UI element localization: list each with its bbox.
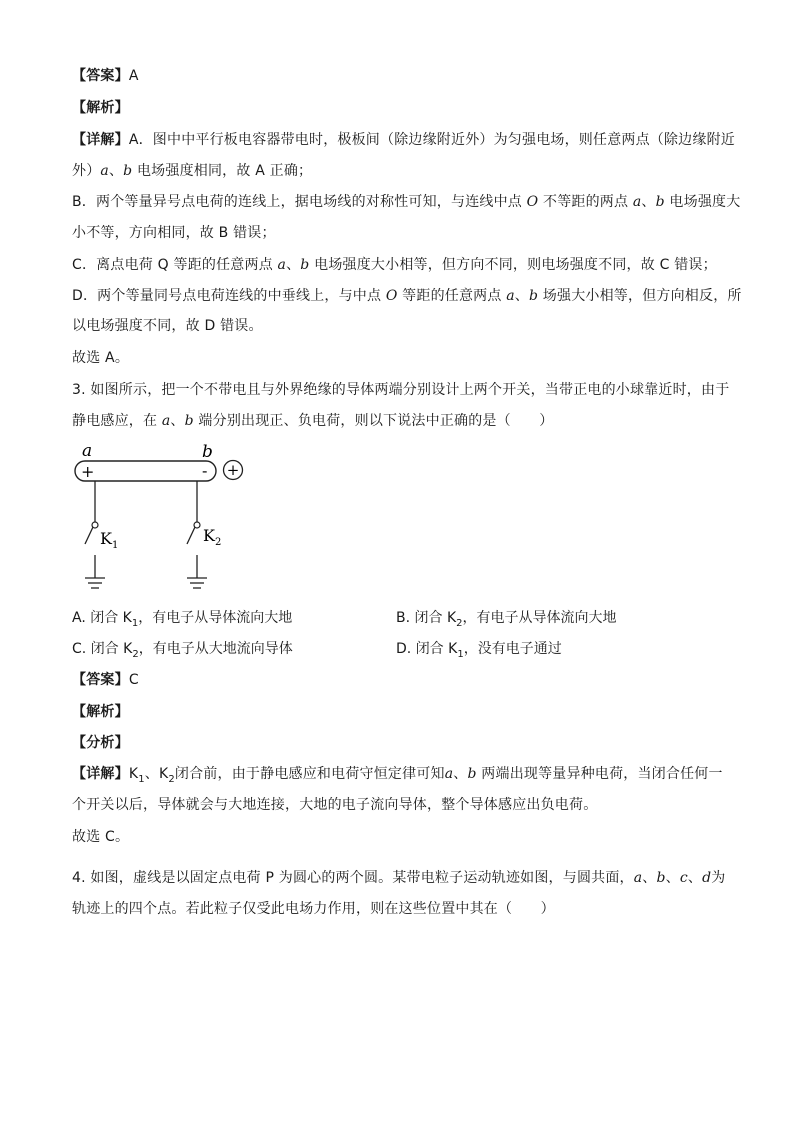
detail-label: 【详解】 (72, 766, 129, 782)
switch-k2-label: $K_2$ (203, 526, 222, 548)
var-a: a (633, 870, 643, 886)
q3-choose (72, 827, 129, 847)
option-d (396, 639, 562, 665)
stem-text: 轨迹上的四个点。若此粒子仅受此电场力作用，则在这些位置中其在（ ） (72, 901, 555, 917)
detail-text: D．两个等量同号点电荷连线的中垂线上，与中点 (72, 288, 386, 304)
q3-stem-line-1 (72, 380, 729, 400)
option-text: ，没有电子通过 (463, 641, 562, 657)
separator: 、 (665, 870, 680, 886)
separator: 、 (108, 163, 124, 179)
stem-text: 4. 如图，虚线是以固定点电荷 P 为圆心的两个圆。某带电粒子运动轨迹如图，与圆共面， (72, 870, 634, 886)
detail-text: C．离点电荷 Q 等距的任意两点 (72, 257, 278, 273)
fenxi-label: 【分析】 (72, 735, 129, 751)
separator: 、 (286, 257, 301, 273)
option-subscript: 2 (456, 617, 463, 629)
plus-charge-sign: + (81, 462, 95, 481)
subscript: 1 (138, 773, 145, 785)
analysis-label: 【解析】 (72, 100, 129, 116)
stem-text: 静电感应，在 (72, 413, 162, 429)
detail-text: 个开关以后，导体就会与大地连接，大地的电子流向导体，整个导体感应出负电荷。 (72, 797, 598, 813)
var-a: a (632, 194, 642, 210)
option-a (72, 608, 292, 634)
minus-charge-sign: - (202, 461, 208, 480)
var-o: O (526, 194, 539, 210)
detail-text: 、K (144, 766, 169, 782)
option-label: A. (72, 610, 86, 626)
label-a: a (82, 441, 93, 461)
detail-text: 小不等，方向相同，故 B 错误； (72, 225, 276, 241)
answer-value: A (128, 68, 139, 84)
detail-text: 等距的任意两点 (397, 288, 507, 304)
option-subscript: 1 (457, 648, 464, 660)
detail-text: 不等距的两点 (538, 194, 633, 210)
stem-text: 为 (711, 870, 726, 886)
option-text: 闭合 K (90, 610, 132, 626)
q3-detail-line-1 (72, 764, 723, 790)
var-c: c (679, 870, 688, 886)
detail-text: 电场强度大小相等，但方向不同，则电场强度不同，故 C 错误； (309, 257, 717, 273)
var-b: b (655, 194, 665, 210)
answer-label: 【答案】 (72, 672, 129, 688)
q2-option-c-line (72, 255, 717, 275)
option-text: 闭合 K (415, 641, 458, 657)
separator: 、 (642, 870, 657, 886)
var-a: a (506, 288, 515, 304)
option-subscript: 2 (132, 648, 139, 660)
conductor-circuit-figure (70, 440, 260, 600)
option-text: ，有电子从导体流向大地 (138, 610, 293, 626)
option-c (72, 639, 293, 665)
q2-answer-line (72, 66, 139, 86)
separator: 、 (514, 288, 529, 304)
q2-option-b-line-2 (72, 223, 276, 243)
var-a: a (100, 163, 109, 179)
choose-text: 故选 C。 (72, 829, 130, 845)
detail-text: K (128, 766, 139, 782)
separator: 、 (687, 870, 703, 886)
separator: 、 (453, 766, 468, 782)
var-a: a (161, 413, 171, 429)
answer-value: C (128, 672, 139, 688)
q3-stem-line-2 (72, 411, 553, 431)
charged-ball-sign: + (226, 461, 240, 479)
option-subscript: 1 (131, 617, 139, 629)
var-b: b (656, 870, 666, 886)
q2-option-b-line-1 (72, 192, 740, 212)
var-a: a (444, 766, 454, 782)
detail-text: 场强大小相等，但方向相反，所 (538, 288, 742, 304)
q4-stem-line-1 (72, 868, 726, 888)
var-b: b (123, 163, 133, 179)
option-label: D. (396, 641, 412, 657)
var-b: b (528, 288, 539, 304)
q3-answer-line (72, 670, 139, 690)
detail-label: 【详解】 (72, 132, 129, 148)
q2-option-d-line-1 (72, 286, 742, 306)
q4-stem-line-2 (72, 899, 555, 919)
var-b: b (184, 413, 194, 429)
q2-option-d-line-2 (72, 316, 263, 336)
detail-text: 以电场强度不同，故 D 错误。 (72, 318, 263, 334)
q2-detail-line-1 (72, 130, 735, 150)
stem-text: 端分别出现正、负电荷，则以下说法中正确的是（ ） (193, 413, 554, 429)
switch-k1-blade (85, 527, 93, 544)
subscript: 2 (168, 773, 175, 785)
switch-k1-label: $K_1$ (100, 529, 119, 551)
detail-text: 闭合前，由于静电感应和电荷守恒定律可知 (174, 766, 445, 782)
var-b: b (467, 766, 477, 782)
option-text: 闭合 K (414, 610, 457, 626)
separator: 、 (170, 413, 185, 429)
q3-fenxi-heading (72, 733, 129, 753)
answer-label: 【答案】 (72, 68, 129, 84)
detail-text: A．图中中平行板电容器带电时，极板间（除边缘附近外）为匀强电场，则任意两点（除边缘附近 (128, 132, 735, 148)
option-text: 闭合 K (90, 641, 133, 657)
q2-choose (72, 348, 129, 368)
option-text: ，有电子从大地流向导体 (138, 641, 293, 657)
choose-text: 故选 A。 (72, 350, 130, 366)
detail-text: 外） (72, 163, 101, 179)
var-d: d (702, 870, 712, 886)
option-label: C. (72, 641, 87, 657)
q3-detail-line-2 (72, 795, 597, 815)
conductor-bar (75, 461, 216, 481)
q2-analysis-heading (72, 98, 129, 118)
detail-text: 电场强度相同，故 A 正确； (132, 163, 313, 179)
label-b: b (202, 442, 213, 462)
detail-text: 电场强度大 (664, 194, 741, 210)
q2-detail-line-2 (72, 161, 312, 181)
detail-text: 两端出现等量异种电荷，当闭合任何一 (476, 766, 723, 782)
switch-k2-blade (187, 527, 195, 544)
detail-text: B．两个等量异号点电荷的连线上，据电场线的对称性可知，与连线中点 (72, 194, 527, 210)
stem-text: 3. 如图所示，把一个不带电且与外界绝缘的导体两端分别设计上两个开关，当带正电的小球靠近时，由于 (72, 382, 730, 398)
var-b: b (300, 257, 310, 273)
var-o: O (385, 288, 398, 304)
q3-analysis-heading (72, 702, 129, 722)
analysis-label: 【解析】 (72, 704, 129, 720)
var-a: a (277, 257, 287, 273)
option-b (396, 608, 617, 634)
option-label: B. (396, 610, 411, 626)
option-text: ，有电子从导体流向大地 (462, 610, 617, 626)
separator: 、 (641, 194, 656, 210)
